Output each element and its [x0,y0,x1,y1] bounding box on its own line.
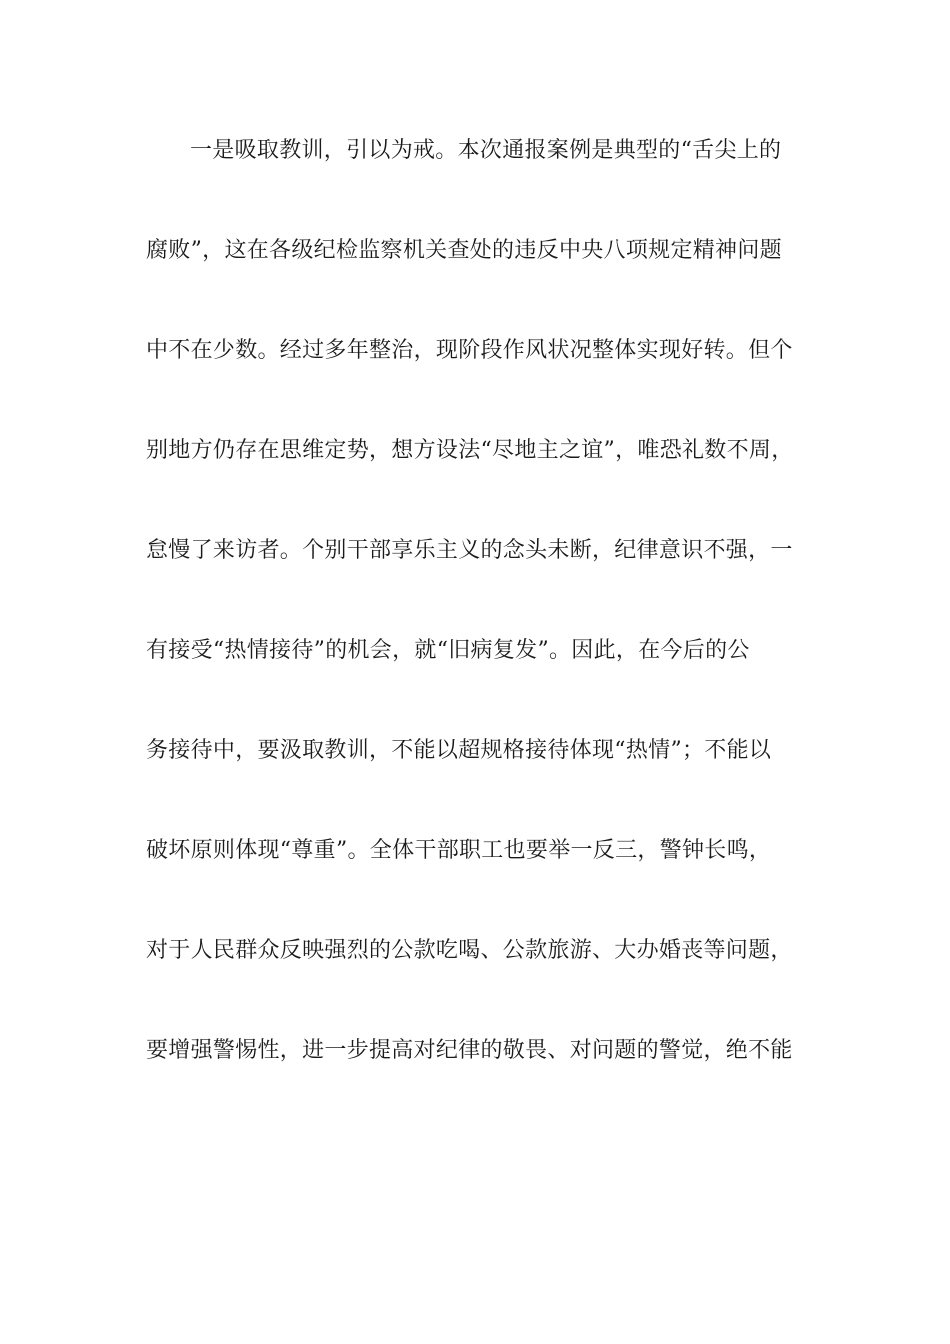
paragraph-line: 一是吸取教训，引以为戒。本次通报案例是典型的“舌尖上的 [190,138,782,163]
body-paragraph [146,128,811,1128]
paragraph-line: 务接待中，要汲取教训，不能以超规格接待体现“热情”；不能以 [146,738,772,763]
paragraph-line: 别地方仍存在思维定势，想方设法“尽地主之谊”，唯恐礼数不周， [146,438,794,463]
paragraph-line: 破坏原则体现“尊重”。全体干部职工也要举一反三，警钟长鸣， [146,838,772,863]
paragraph-line: 腐败”，这在各级纪检监察机关查处的违反中央八项规定精神问题 [146,238,782,263]
paragraph-line: 对于人民群众反映强烈的公款吃喝、公款旅游、大办婚丧等问题， [146,938,793,963]
paragraph-line: 有接受“热情接待”的机会，就“旧病复发”。因此，在今后的公 [146,638,750,663]
paragraph-line: 要增强警惕性，进一步提高对纪律的敬畏、对问题的警觉，绝不能 [146,1038,793,1063]
paragraph-line: 怠慢了来访者。个别干部享乐主义的念头未断，纪律意识不强，一 [146,538,793,563]
paragraph-line: 中不在少数。经过多年整治，现阶段作风状况整体实现好转。但个 [146,338,793,363]
